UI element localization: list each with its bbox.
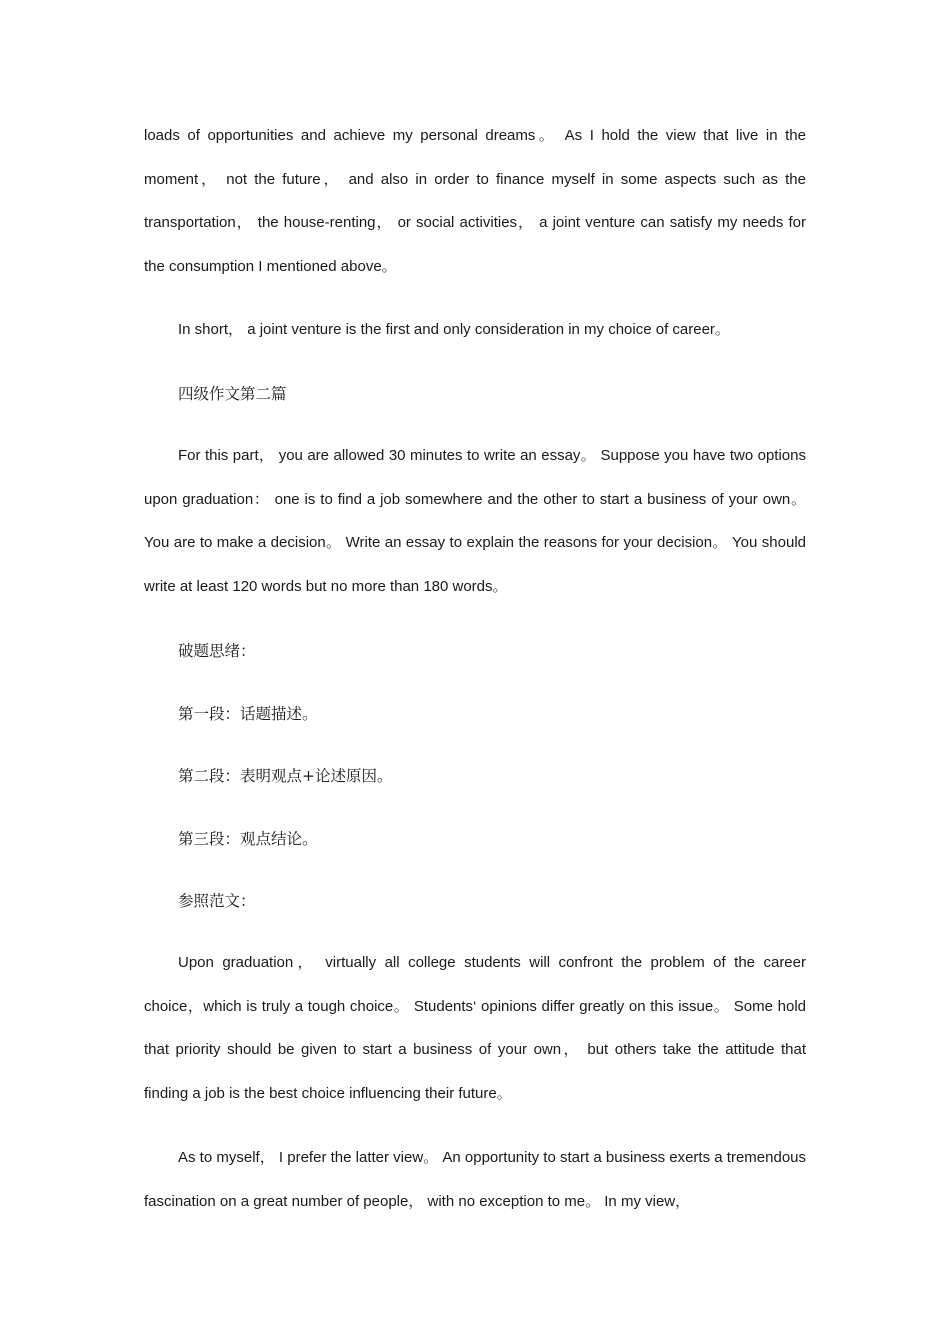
heading-approach: 破题思绪： xyxy=(178,642,256,660)
paragraph-intro-continued: loads of opportunities and achieve my personal dreams。 As I hold the view that live in the moment， not the future， and also in order to finance myself in some aspects such as the transportation， the house-renting， or social activities， a joint venture can satisfy my needs for the consumption I mentioned above。 xyxy=(144,127,806,275)
paragraph-prompt: For this part， you are allowed 30 minutes to write an essay。 Suppose you have two options upon graduation： one is to find a job somewhere and the other to start a business of your own。 You are to make a decision。 Write an essay to explain the reasons for your decision。 You should write at least 120 words but no more than 180 words。 xyxy=(144,447,806,595)
paragraph-in-short: In short， a joint venture is the first and only consideration in my choice of career。 xyxy=(178,321,730,338)
heading-essay-two: 四级作文第二篇 xyxy=(178,385,287,403)
heading-sample-essay: 参照范文： xyxy=(178,892,256,910)
heading-paragraph-one: 第一段：话题描述。 xyxy=(178,705,318,723)
paragraph-sample-two: As to myself， I prefer the latter view。 An opportunity to start a business exerts a tremendous fascination on a great number of people， with no exception to me。 In my view， xyxy=(144,1149,806,1210)
heading-paragraph-three: 第三段：观点结论。 xyxy=(178,830,318,848)
paragraph-sample-one: Upon graduation， virtually all college students will confront the problem of the career choice，which is truly a tough choice。 Students‘ opinions differ greatly on this issue。 Some hold that priority should be given to start a business of your own， but others take the attitude that finding a job is the best choice influencing their future。 xyxy=(144,954,806,1102)
heading-paragraph-two: 第二段：表明观点+论述原因。 xyxy=(178,767,393,785)
